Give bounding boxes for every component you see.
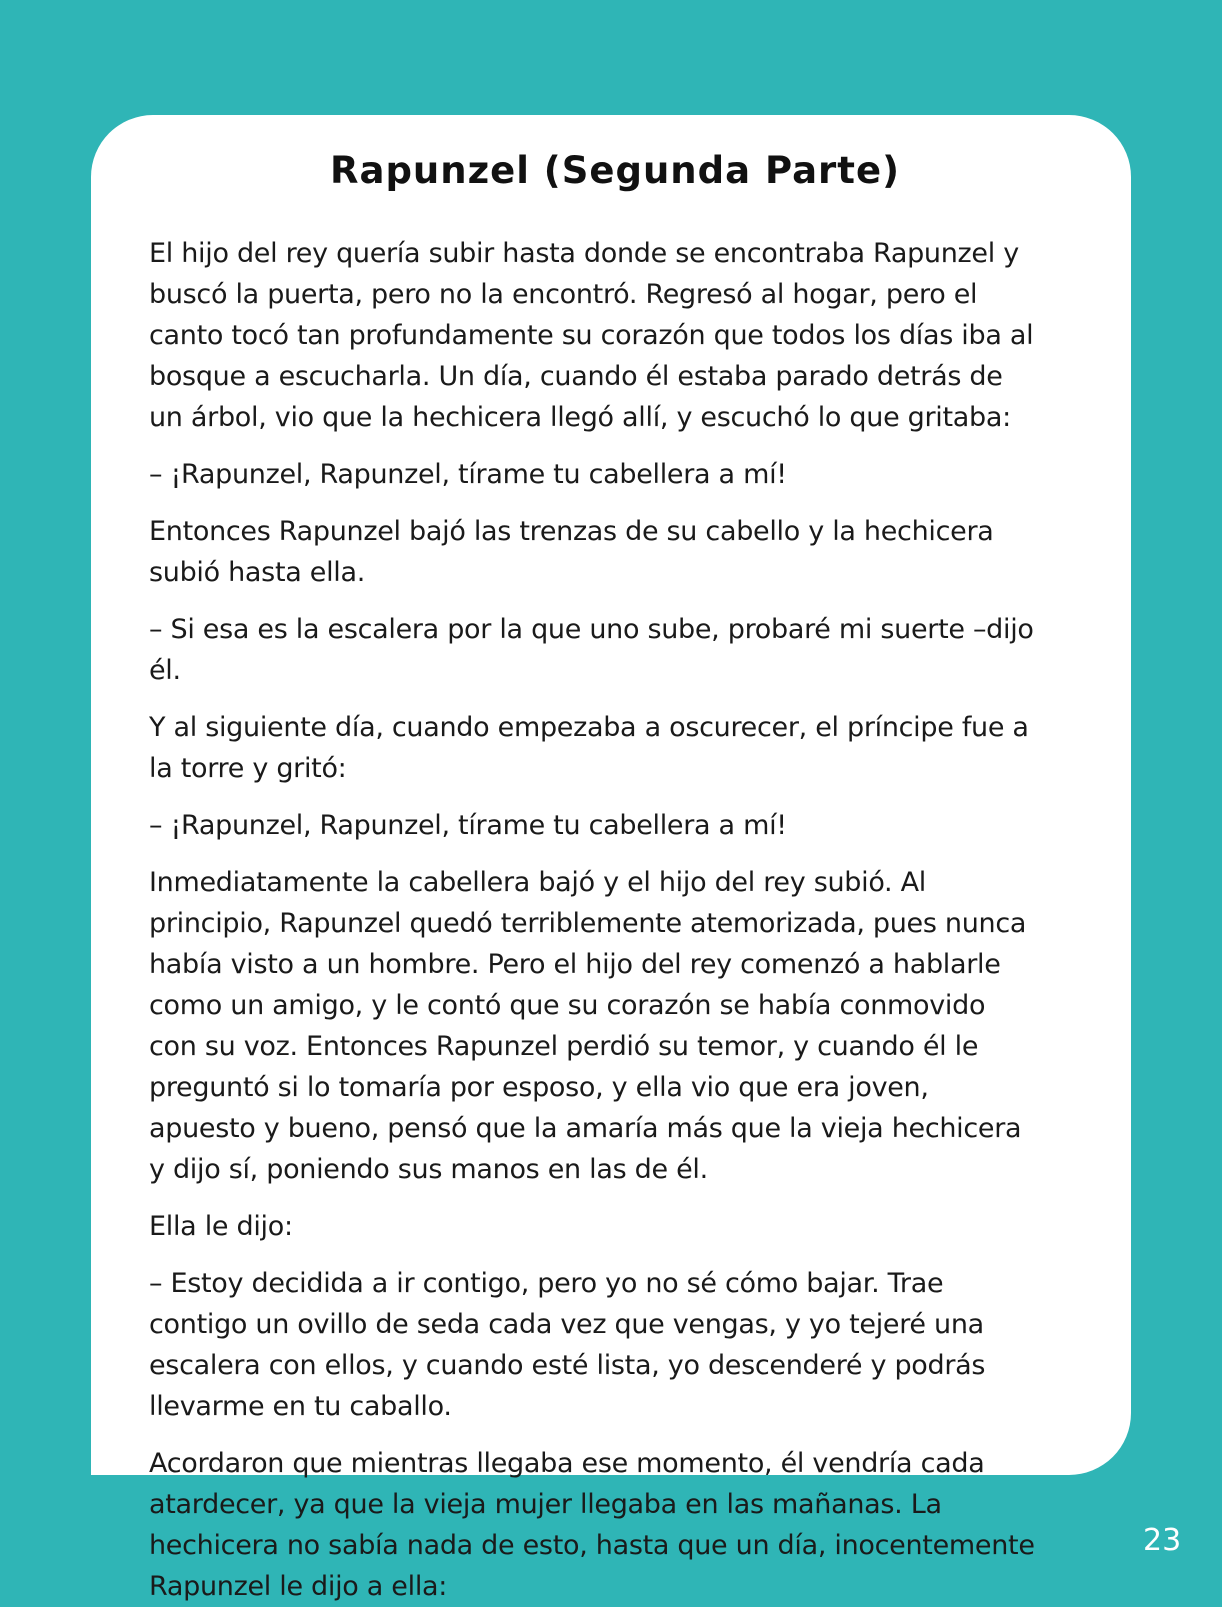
story-paragraph: – ¡Rapunzel, Rapunzel, tírame tu cabellera a mí! xyxy=(149,459,787,490)
page-number: 23 xyxy=(1143,1523,1182,1558)
story-paragraph: – Estoy decidida a ir contigo, pero yo no sé cómo bajar. Trae contigo un ovillo de seda cada vez que vengas, y yo tejeré una escalera con ellos, y cuando esté lista, yo descenderé y podrás llevarme en tu caballo. xyxy=(149,1268,986,1422)
story-paragraph: Ella le dijo: xyxy=(149,1211,293,1242)
story-paragraph: Entonces Rapunzel bajó las trenzas de su cabello y la hechicera subió hasta ella. xyxy=(149,516,994,588)
story-body xyxy=(149,233,1041,1607)
story-paragraph: Acordaron que mientras llegaba ese momento, él vendría cada atardecer, ya que la vieja mujer llegaba en las mañanas. La hechicera no sabía nada de esto, hasta que un día, inocentemente Rapunzel le dijo a ella: xyxy=(149,1448,1035,1602)
story-paragraph: El hijo del rey quería subir hasta donde se encontraba Rapunzel y buscó la puerta, pero no la encontró. Regresó al hogar, pero el canto tocó tan profundamente su corazón que todos los días iba al bosque a escucharla. Un día, cuando él estaba parado detrás de un árbol, vio que la hechicera llegó allí, y escuchó lo que gritaba: xyxy=(149,238,1034,433)
story-paragraph: Y al siguiente día, cuando empezaba a oscurecer, el príncipe fue a la torre y gritó: xyxy=(149,712,1029,784)
story-title: Rapunzel (Segunda Parte) xyxy=(329,149,900,192)
story-card xyxy=(91,115,1131,1602)
story-paragraph: Inmediatamente la cabellera bajó y el hijo del rey subió. Al principio, Rapunzel quedó terriblemente atemorizada, pues nunca había visto a un hombre. Pero el hijo del rey comenzó a hablarle como un amigo, y le contó que su corazón se había conmovido con su voz. Entonces Rapunzel perdió su temor, y cuando él le preguntó si lo tomaría por esposo, y ella vio que era joven, apuesto y bueno, pensó que la amaría más que la vieja hechicera y dijo sí, poniendo sus manos en las de él. xyxy=(149,867,1027,1185)
story-paragraph: – ¡Rapunzel, Rapunzel, tírame tu cabellera a mí! xyxy=(149,810,787,841)
story-paragraph: – Si esa es la escalera por la que uno sube, probaré mi suerte –dijo él. xyxy=(149,614,1034,686)
